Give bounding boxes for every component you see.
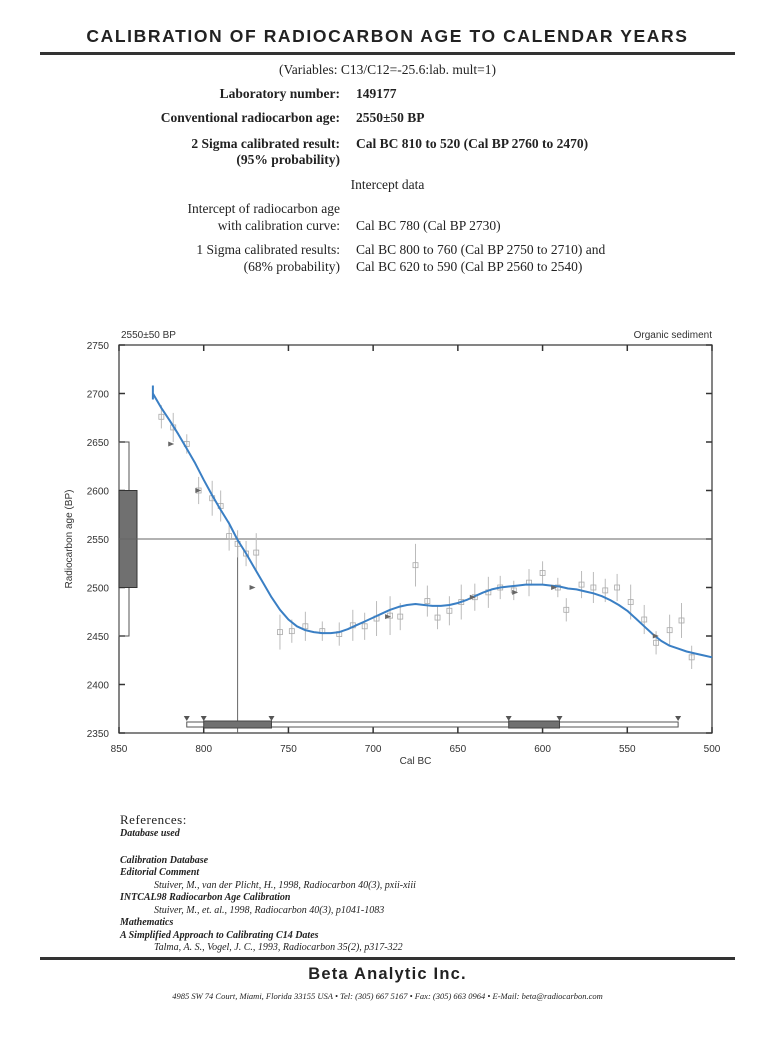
y-tick-label: 2500 (86, 583, 109, 595)
y-tick-label: 2350 (86, 729, 109, 740)
one-sigma-label: 1 Sigma calibrated results: (196, 242, 340, 257)
reference-line: Stuiver, M., van der Plicht, H., 1998, Radiocarbon 40(3), pxii-xiii (154, 879, 416, 891)
reference-line: Database used (120, 828, 180, 839)
conventional-age-label: Conventional radiocarbon age: (160, 110, 340, 125)
references-list (120, 828, 416, 955)
report-title: CALIBRATION OF RADIOCARBON AGE TO CALENDAR YEARS (86, 26, 689, 46)
range-marker (268, 716, 274, 721)
range-marker (506, 716, 512, 721)
y-tick-label: 2600 (86, 486, 109, 498)
two-sigma-prob: (95% probability) (236, 152, 340, 167)
range-marker (557, 716, 563, 721)
y-tick-label: 2700 (86, 389, 109, 401)
y-axis-label: Radiocarbon age (BP) (64, 489, 75, 589)
bottom-divider (40, 957, 735, 960)
chart-title-right: Organic sediment (633, 330, 712, 341)
reference-line (120, 841, 416, 855)
top-divider (40, 52, 735, 55)
one-sigma-prob: (68% probability) (243, 259, 340, 274)
x-tick-label: 650 (449, 744, 467, 755)
y-tick-label: 2400 (86, 680, 109, 692)
range-marker (184, 716, 190, 721)
curve-marker (512, 590, 518, 595)
calibration-curve (153, 394, 712, 658)
x-tick-label: 850 (110, 744, 128, 755)
variables-line: (Variables: C13/C12=-25.6:lab. mult=1) (279, 62, 496, 77)
calibration-chart (0, 320, 760, 780)
two-sigma-label: 2 Sigma calibrated result: (191, 136, 340, 151)
references-block (120, 812, 416, 955)
reference-line: Talma, A. S., Vogel, J. C., 1993, Radiocarbon 35(2), p317-322 (154, 942, 403, 953)
curve-marker (168, 441, 174, 446)
y-tick-label: 2750 (86, 341, 109, 352)
y-tick-label: 2450 (86, 632, 109, 643)
intercept-label-1: Intercept of radiocarbon age (187, 201, 340, 216)
x-tick-label: 600 (534, 744, 551, 755)
x-tick-label: 800 (195, 744, 213, 755)
one-sigma-range-bar (509, 721, 560, 728)
references-heading: References: (120, 812, 187, 827)
intercept-label-2: with calibration curve: (217, 218, 340, 233)
reference-line: INTCAL98 Radiocarbon Age Calibration (120, 892, 291, 903)
reference-line: Calibration Database (120, 854, 209, 866)
range-marker (675, 716, 681, 721)
company-name: Beta Analytic Inc. (308, 965, 467, 983)
lab-number-value: 149177 (356, 86, 397, 101)
intercept-value: Cal BC 780 (Cal BP 2730) (356, 218, 501, 233)
chart-title-left: 2550±50 BP (121, 330, 176, 341)
two-sigma-value: Cal BC 810 to 520 (Cal BP 2760 to 2470) (356, 136, 589, 151)
x-tick-label: 500 (703, 744, 721, 755)
y-tick-label: 2550 (86, 535, 109, 546)
x-axis-label: Cal BC (399, 756, 432, 767)
intercept-heading: Intercept data (350, 177, 425, 192)
conventional-age-value: 2550±50 BP (356, 110, 425, 125)
reference-line: A Simplified Approach to Calibrating C14 Dates (120, 929, 319, 941)
x-tick-label: 700 (364, 744, 382, 755)
x-tick-label: 550 (618, 744, 636, 755)
company-address: 4985 SW 74 Court, Miami, Florida 33155 USA • Tel: (305) 667 5167 • Fax: (305) 663 0964 • E-Mail: beta@radiocarbon.com (172, 991, 603, 1001)
one-sigma-range-bar (204, 721, 272, 728)
reference-line: Stuiver, M., et. al., 1998, Radiocarbon 40(3), p1041-1083 (154, 904, 385, 916)
curve-marker (250, 585, 256, 590)
range-marker (201, 716, 207, 721)
one-sigma-value-2: Cal BC 620 to 590 (Cal BP 2560 to 2540) (356, 259, 583, 274)
y-tick-label: 2650 (86, 438, 109, 449)
reference-line: Mathematics (120, 917, 174, 928)
lab-number-label: Laboratory number: (219, 86, 340, 101)
one-sigma-value-1: Cal BC 800 to 760 (Cal BP 2750 to 2710) and (356, 242, 606, 257)
x-tick-label: 750 (280, 744, 297, 755)
reference-line: Editorial Comment (120, 867, 200, 878)
